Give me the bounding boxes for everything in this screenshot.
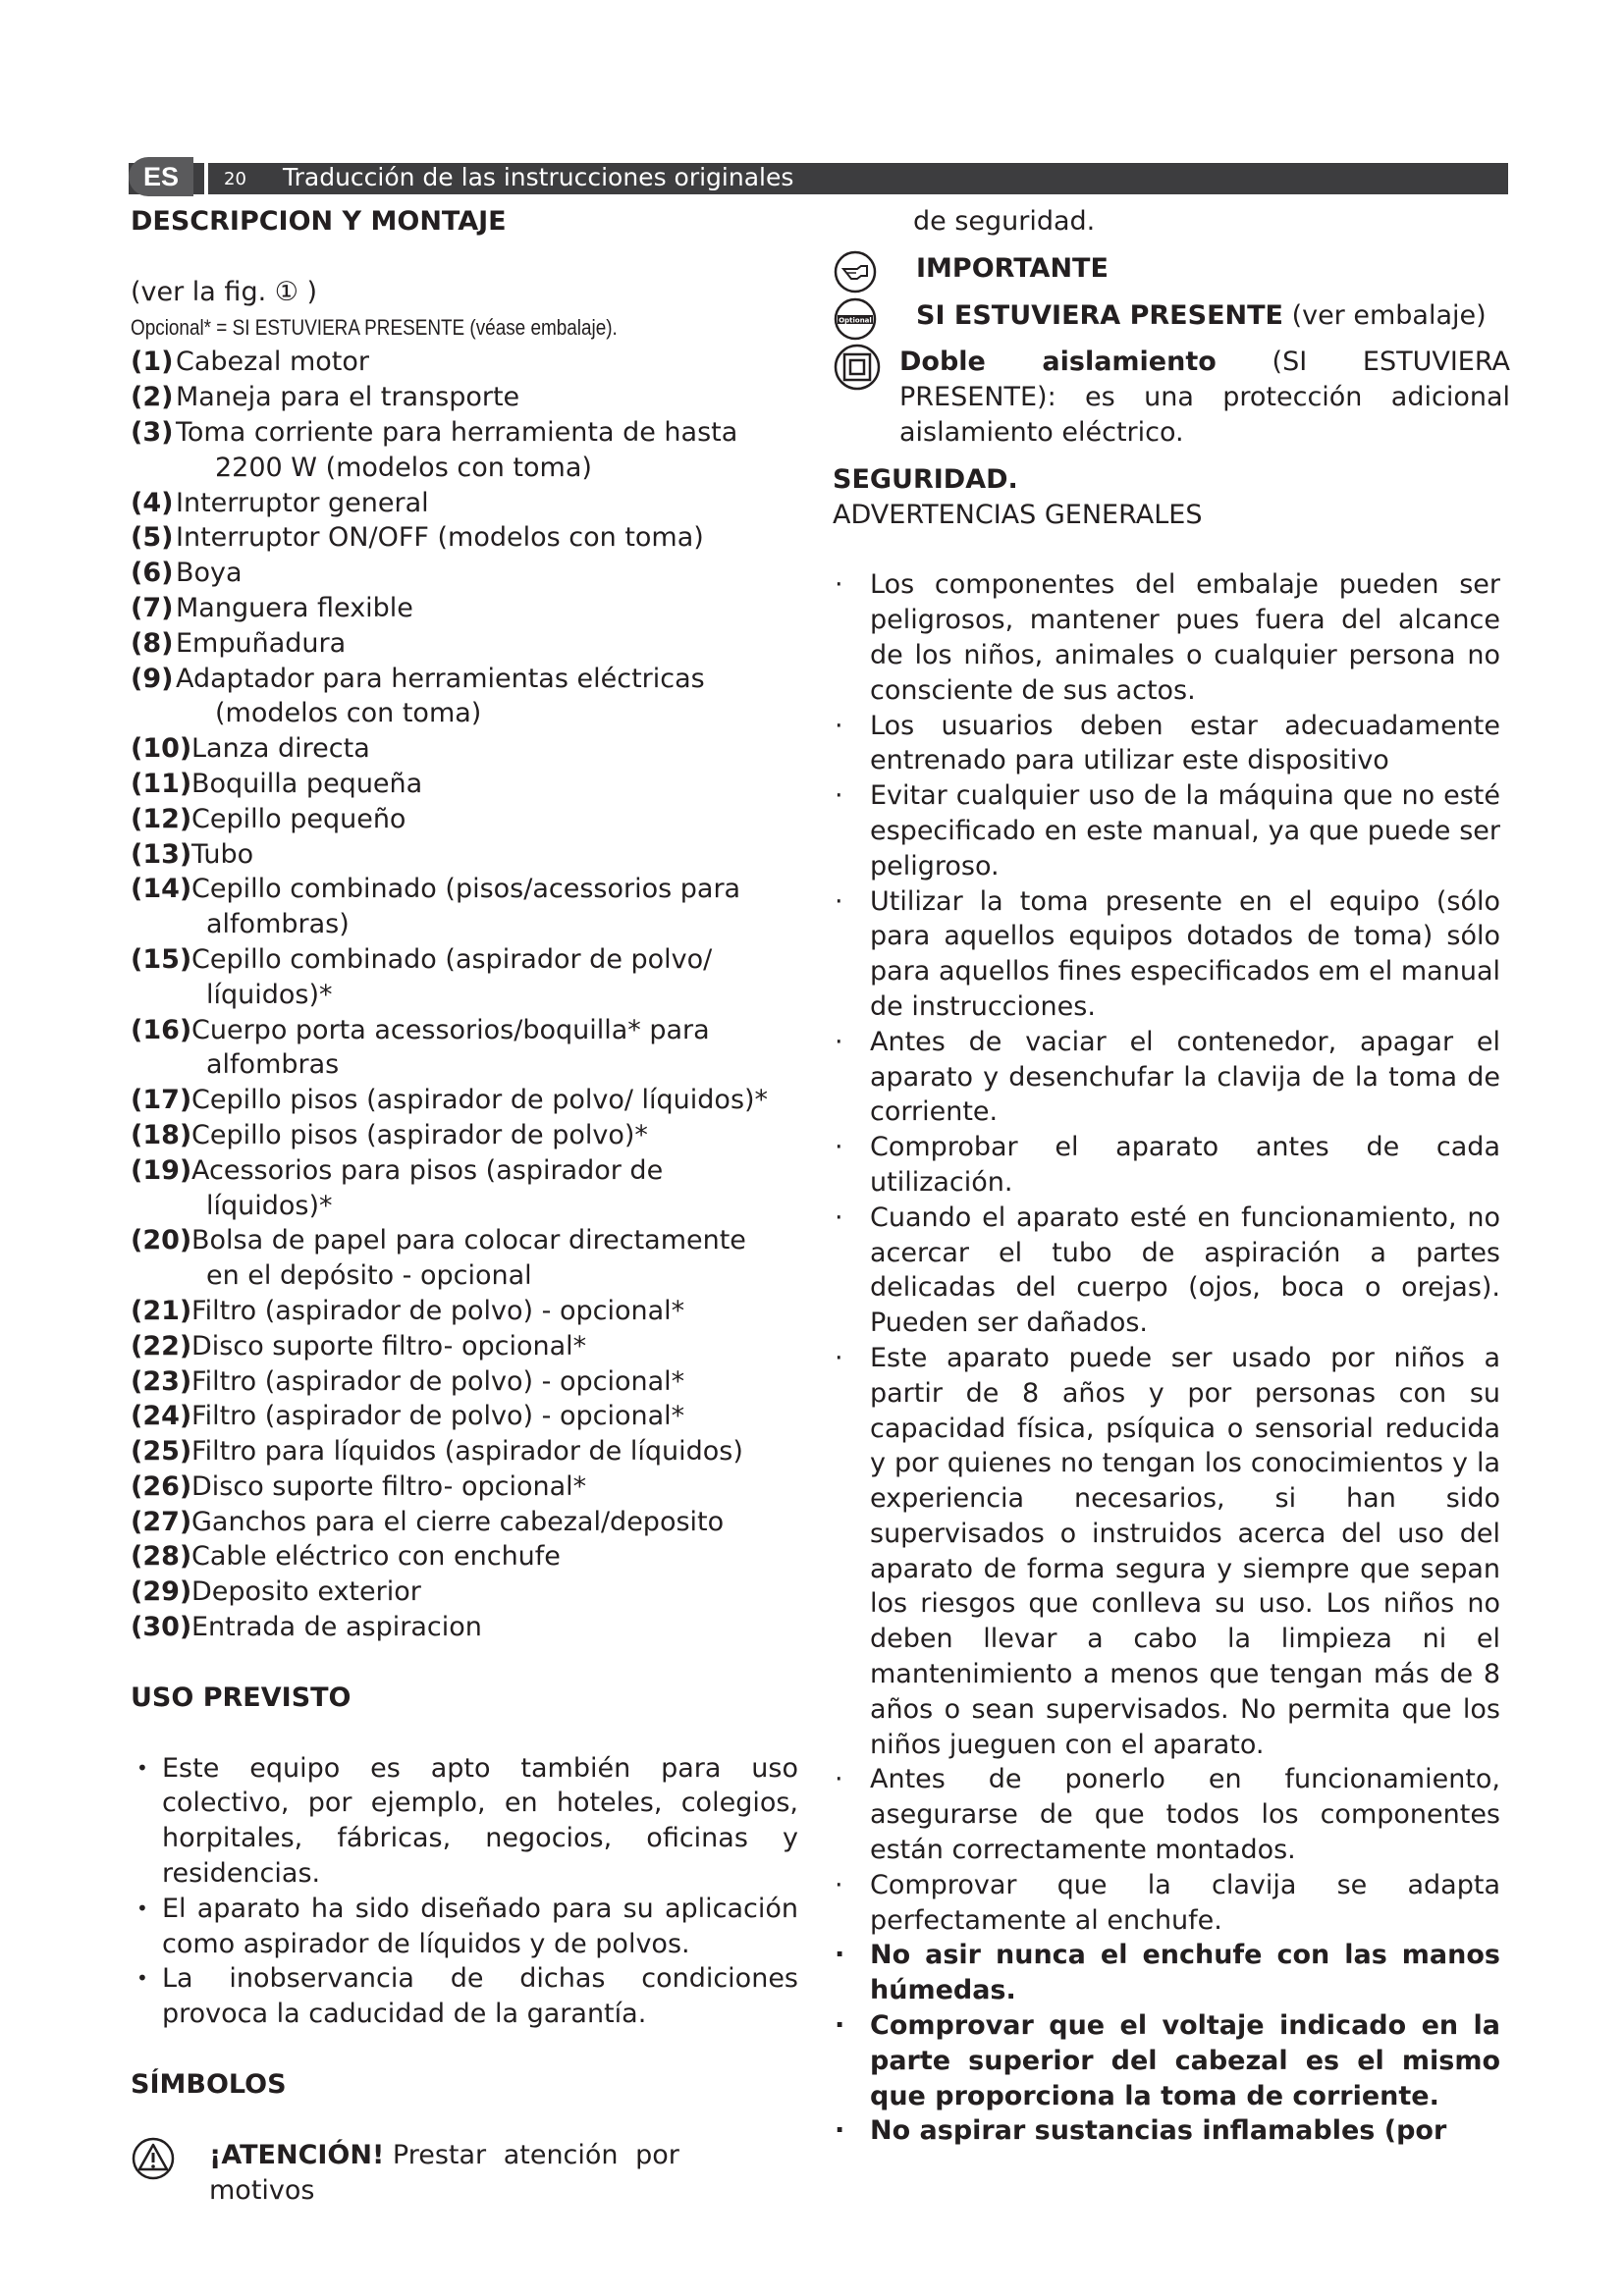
component-text: Filtro (aspirador de polvo) - opcional* <box>191 1295 685 1326</box>
component-text-continued: alfombras) <box>206 909 350 940</box>
see-figure: (ver la fig. ① ) <box>131 276 318 307</box>
component-text: Lanza directa <box>191 733 370 765</box>
component-text-continued: 2200 W (modelos con toma) <box>215 452 592 483</box>
header-title: Traducción de las instrucciones originales <box>283 163 794 191</box>
component-number: (19) <box>131 1154 192 1186</box>
component-item <box>131 1610 798 1645</box>
component-item <box>131 1539 798 1575</box>
component-text: Cepillo pisos (aspirador de polvo/ líquidos)* <box>191 1085 769 1116</box>
component-number: (9) <box>131 663 174 694</box>
left-column <box>131 204 798 2208</box>
component-text: Disco suporte filtro- opcional* <box>191 1470 587 1502</box>
component-item <box>131 415 798 486</box>
component-text: Boquilla pequeña <box>191 768 423 799</box>
component-item <box>131 486 798 521</box>
uso-item-text: Este equipo es apto también para uso colectivo, por ejemplo, en hoteles, colegios, horpitales, fábricas, negocios, oficinas y residencias. <box>162 1752 798 1890</box>
component-text: Entrada de aspiracion <box>191 1612 482 1643</box>
component-number: (14) <box>131 874 192 905</box>
component-text: Filtro (aspirador de polvo) - opcional* <box>191 1365 685 1397</box>
warning-text: Los usuarios deben estar adecuadamente entrenado para utilizar este dispositivo <box>870 710 1500 776</box>
component-number: (1) <box>131 347 174 378</box>
component-item <box>131 1013 798 1084</box>
component-text: Interruptor general <box>176 487 429 518</box>
section-title-seguridad: SEGURIDAD. <box>833 463 1018 495</box>
atencion-label: ¡ATENCIÓN! <box>209 2139 385 2170</box>
doble-text: (SI ESTUVIERA PRESENTE): es una protección adicional aislamiento eléctrico. <box>899 347 1510 448</box>
component-text: Acessorios para pisos (aspirador de <box>191 1154 664 1186</box>
components-list <box>131 345 798 1644</box>
symbol-optional <box>833 298 1510 334</box>
component-text-continued: líquidos)* <box>206 979 333 1010</box>
component-number: (4) <box>131 487 174 518</box>
bullet-icon: · <box>835 1342 843 1373</box>
component-text: Toma corriente para herramienta de hasta <box>176 416 738 448</box>
component-number: (18) <box>131 1119 192 1150</box>
component-text-continued: alfombras <box>206 1049 340 1081</box>
component-text: Filtro (aspirador de polvo) - opcional* <box>191 1401 685 1432</box>
warning-item <box>833 2008 1510 2113</box>
component-number: (15) <box>131 943 192 975</box>
component-item <box>131 872 798 942</box>
component-text-continued: en el depósito - opcional <box>206 1260 532 1292</box>
bullet-icon: · <box>835 1764 843 1795</box>
component-text: Adaptador para herramientas eléctricas <box>176 663 705 694</box>
bullet-icon: · <box>835 1869 843 1900</box>
component-text: Cepillo combinado (pisos/acessorios para <box>191 874 741 905</box>
warnings-list <box>833 567 1510 2149</box>
uso-item-text: La inobservancia de dichas condiciones provoca la caducidad de la garantía. <box>162 1963 798 2030</box>
component-item <box>131 591 798 626</box>
doble-label: Doble aislamiento <box>899 347 1217 378</box>
component-number: (6) <box>131 558 174 589</box>
warning-item <box>833 1868 1510 1939</box>
warning-item <box>833 1341 1510 1763</box>
advertencias-title: ADVERTENCIAS GENERALES <box>833 499 1203 530</box>
component-number: (2) <box>131 382 174 413</box>
component-text: Filtro para líquidos (aspirador de líquidos) <box>191 1436 743 1468</box>
symbol-importante <box>833 251 1510 287</box>
component-number: (17) <box>131 1085 192 1116</box>
component-text: Empuñadura <box>176 627 347 659</box>
component-item <box>131 802 798 837</box>
component-text: Manguera flexible <box>176 592 413 623</box>
component-text: Maneja para el transporte <box>176 382 520 413</box>
warning-item <box>833 1762 1510 1867</box>
warning-text: Este aparato puede ser usado por niños a partir de 8 años y por personas con su capacidad física, psíquica o sensorial reducida y por quienes no tengan los conocimientos y la experiencia necesarios, si han sido supervisados o instruidos acerca del uso del aparato de forma segura y siempre que sepan los riesgos que conlleva su uso. Los niños no deben llevar a cabo la limpieza ni el mantenimiento a menos que tengan más de 8 años o sean supervisados. No permita que los niños jueguen con el aparato. <box>870 1342 1500 1760</box>
component-item <box>131 731 798 767</box>
component-item <box>131 942 798 1013</box>
component-number: (28) <box>131 1541 192 1573</box>
uso-item <box>131 1892 798 1962</box>
component-number: (16) <box>131 1014 192 1045</box>
component-text: Cable eléctrico con enchufe <box>191 1541 561 1573</box>
component-item <box>131 556 798 591</box>
section-title-simbolos: SÍMBOLOS <box>131 2069 287 2101</box>
component-item <box>131 380 798 415</box>
warning-item <box>833 778 1510 883</box>
bullet-icon: · <box>835 1201 843 1233</box>
double-insulation-icon <box>833 343 882 392</box>
warning-text: Antes de ponerlo en funcionamiento, asegurarse de que todos los componentes están correctamente montados. <box>870 1764 1500 1866</box>
component-number: (25) <box>131 1436 192 1468</box>
warning-text: Antes de vaciar el contenedor, apagar el aparato y desenchufar la clavija de la toma de corriente. <box>870 1026 1500 1128</box>
component-text: Bolsa de papel para colocar directamente <box>191 1225 746 1256</box>
warning-text: Comprobar el aparato antes de cada utilización. <box>870 1132 1500 1198</box>
component-item <box>131 1153 798 1224</box>
pointing-hand-icon <box>833 249 878 294</box>
component-text: Interruptor ON/OFF (modelos con toma) <box>176 522 704 554</box>
component-number: (22) <box>131 1330 192 1362</box>
si-label: SI ESTUVIERA PRESENTE <box>916 299 1283 331</box>
warning-text: Evitar cualquier uso de la máquina que no esté especificado en este manual, ya que puede ser peligroso. <box>870 780 1500 881</box>
optional-note: Opcional* = SI ESTUVIERA PRESENTE (véase embalaje). <box>131 314 618 340</box>
component-item <box>131 1434 798 1469</box>
component-text: Boya <box>176 558 243 589</box>
component-number: (5) <box>131 522 174 554</box>
optional-icon <box>833 296 878 342</box>
bullet-icon: • <box>136 1755 148 1780</box>
warning-item <box>833 2113 1510 2149</box>
component-item <box>131 1364 798 1400</box>
bullet-icon: · <box>835 1940 845 1971</box>
component-item <box>131 626 798 662</box>
atencion-text: Prestar atención por motivos <box>209 2139 679 2206</box>
si-text: (ver embalaje) <box>1291 299 1487 331</box>
component-text: Cabezal motor <box>176 347 369 378</box>
importante-label: IMPORTANTE <box>916 252 1109 284</box>
uso-item <box>131 1961 798 2032</box>
bullet-icon: · <box>835 2010 845 2042</box>
right-column <box>833 204 1510 2149</box>
component-text: Tubo <box>191 838 254 870</box>
component-text-continued: (modelos con toma) <box>215 698 482 729</box>
component-item <box>131 1083 798 1118</box>
section-title-uso: USO PREVISTO <box>131 1682 352 1713</box>
component-number: (7) <box>131 592 174 623</box>
warning-text: Comprovar que el voltaje indicado en la parte superior del cabezal es el mismo que proporciona la toma de corriente. <box>870 2010 1500 2111</box>
bullet-icon: · <box>835 710 843 741</box>
component-number: (11) <box>131 768 192 799</box>
component-number: (30) <box>131 1612 192 1643</box>
component-text: Disco suporte filtro- opcional* <box>191 1330 587 1362</box>
component-text: Cepillo pequeño <box>191 803 406 834</box>
component-number: (3) <box>131 416 174 448</box>
bullet-icon: · <box>835 1132 843 1163</box>
svg-text:Optional: Optional <box>839 316 872 325</box>
uso-item-text: El aparato ha sido diseñado para su aplicación como aspirador de líquidos y de polvos. <box>162 1893 798 1959</box>
component-item <box>131 767 798 802</box>
component-number: (12) <box>131 803 192 834</box>
component-number: (29) <box>131 1576 192 1608</box>
component-text-continued: líquidos)* <box>206 1190 333 1221</box>
component-number: (26) <box>131 1470 192 1502</box>
component-number: (13) <box>131 838 192 870</box>
component-text: Cuerpo porta acessorios/boquilla* para <box>191 1014 710 1045</box>
warning-item <box>833 1130 1510 1201</box>
bullet-icon: · <box>835 2115 845 2147</box>
component-item <box>131 520 798 556</box>
component-text: Cepillo pisos (aspirador de polvo)* <box>191 1119 648 1150</box>
page-number: 20 <box>224 169 246 189</box>
component-item <box>131 345 798 380</box>
warning-triangle-icon <box>131 2136 176 2181</box>
warning-item <box>833 567 1510 708</box>
warning-item <box>833 709 1510 779</box>
component-item <box>131 1469 798 1505</box>
bullet-icon: · <box>835 885 843 917</box>
header-divider <box>204 163 208 194</box>
warning-text: Utilizar la toma presente en el equipo (sólo para aquellos equipos dotados de toma) sólo para aquellos fines especificados em el manual de instrucciones. <box>870 885 1500 1022</box>
uso-item <box>131 1751 798 1892</box>
bullet-icon: • <box>136 1896 148 1920</box>
warning-text: No asir nunca el enchufe con las manos húmedas. <box>870 1940 1500 2006</box>
component-item <box>131 1399 798 1434</box>
bullet-icon: · <box>835 1026 843 1057</box>
section-title-descripcion: DESCRIPCION Y MONTAJE <box>131 206 507 237</box>
atencion-continued: de seguridad. <box>913 206 1096 237</box>
component-item <box>131 1223 798 1294</box>
component-item <box>131 1575 798 1610</box>
component-item <box>131 837 798 873</box>
bullet-icon: • <box>136 1966 148 1991</box>
component-item <box>131 1118 798 1153</box>
warning-item <box>833 1201 1510 1341</box>
warning-text: Los componentes del embalaje pueden ser peligrosos, mantener pues fuera del alcance de los niños, animales o cualquier persona no consciente de sus actos. <box>870 569 1500 706</box>
component-text: Ganchos para el cierre cabezal/deposito <box>191 1506 725 1537</box>
component-text: Deposito exterior <box>191 1576 421 1608</box>
component-text: Cepillo combinado (aspirador de polvo/ <box>191 943 713 975</box>
component-item <box>131 1294 798 1329</box>
component-item <box>131 1329 798 1364</box>
warning-item <box>833 1938 1510 2008</box>
component-number: (23) <box>131 1365 192 1397</box>
uso-list <box>131 1751 798 2032</box>
component-number: (27) <box>131 1506 192 1537</box>
warning-text: No aspirar sustancias inflamables (por <box>870 2115 1447 2147</box>
warning-text: Cuando el aparato esté en funcionamiento, no acercar el tubo de aspiración a partes delicadas del cuerpo (ojos, boca o orejas). Pueden ser dañados. <box>870 1201 1500 1339</box>
component-item <box>131 1505 798 1540</box>
symbol-atencion <box>131 2138 798 2209</box>
component-number: (21) <box>131 1295 192 1326</box>
language-badge: ES <box>129 157 193 196</box>
warning-item <box>833 1025 1510 1130</box>
warning-item <box>833 884 1510 1025</box>
component-number: (8) <box>131 627 174 659</box>
warning-text: Comprovar que la clavija se adapta perfectamente al enchufe. <box>870 1869 1500 1936</box>
bullet-icon: · <box>835 569 843 601</box>
component-number: (10) <box>131 733 192 765</box>
bullet-icon: · <box>835 780 843 812</box>
component-number: (20) <box>131 1225 192 1256</box>
component-number: (24) <box>131 1401 192 1432</box>
component-item <box>131 662 798 732</box>
symbol-doble-aislamiento <box>833 345 1510 450</box>
